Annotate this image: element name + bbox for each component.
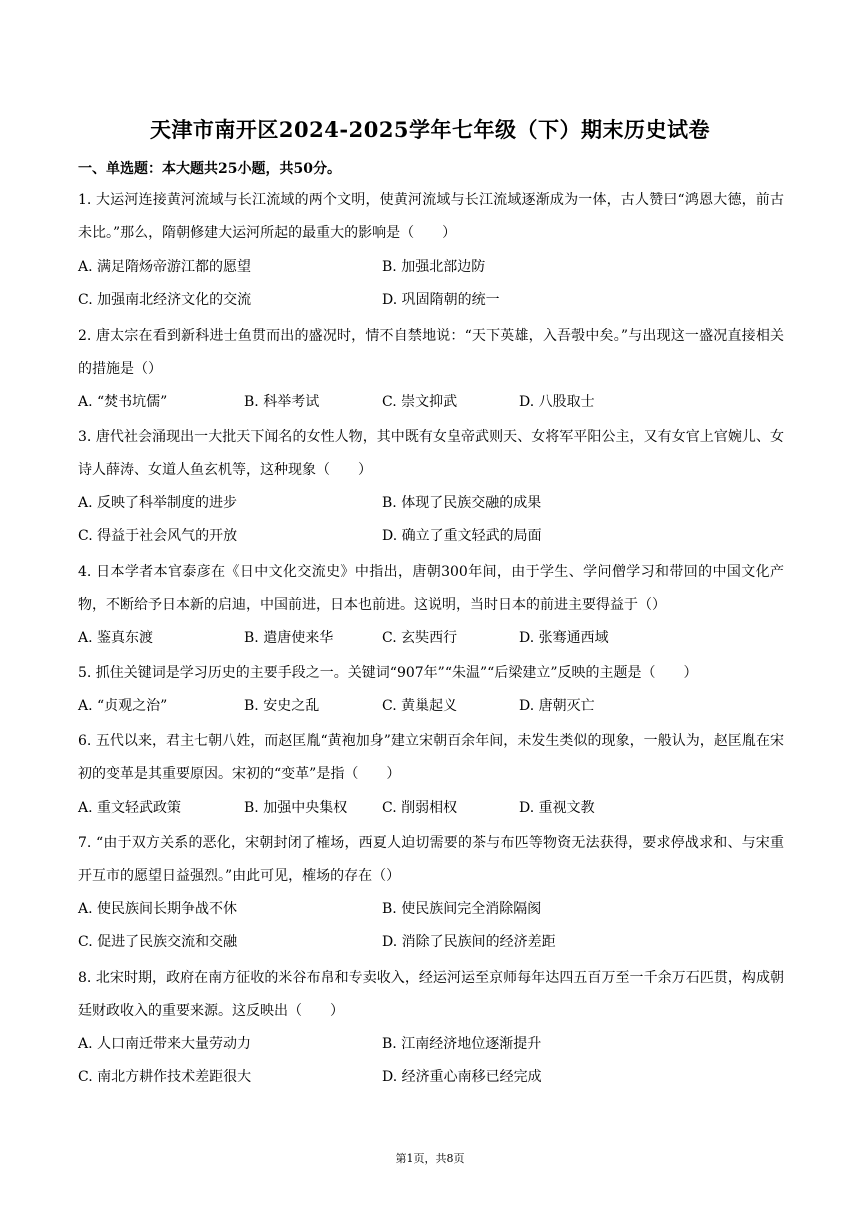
option-a: A. 重文轻武政策 <box>78 800 182 816</box>
option-a: A. 使民族间长期争战不休 <box>78 901 238 917</box>
option-d: D. 重视文教 <box>519 800 595 816</box>
option-row <box>78 690 784 723</box>
option-row <box>78 792 784 825</box>
option-c: C. 黄巢起义 <box>382 698 458 714</box>
page-title: 天津市南开区2024-2025学年七年级（下）期末历史试卷 <box>149 117 711 142</box>
option-a: A. “焚书坑儒” <box>78 394 168 410</box>
question-stem: 6. 五代以来，君主七朝八姓，而赵匡胤“黄袍加身”建立宋朝百余年间，未发生类似的现象，一般认为，赵匡胤在宋初的变革是其重要原因。宋初的“变革”是指（ ） <box>78 733 784 782</box>
option-b: B. 遣唐使来华 <box>244 630 334 646</box>
option-row <box>78 487 784 520</box>
page-footer: 第1页，共8页 <box>395 1152 465 1165</box>
option-b: B. 使民族间完全消除隔阂 <box>382 901 542 917</box>
option-a: A. 鉴真东渡 <box>78 630 154 646</box>
question-stem: 8. 北宋时期，政府在南方征收的米谷布帛和专卖收入，经运河运至京师每年达四五百万至一千余万石匹贯，构成朝廷财政收入的重要来源。这反映出（ ） <box>78 970 784 1019</box>
option-d: D. 唐朝灭亡 <box>519 698 595 714</box>
question-stem: 5. 抓住关键词是学习历史的主要手段之一。关键词“907年”“朱温”“后梁建立”反映的主题是（ ） <box>78 665 698 681</box>
option-c: C. 促进了民族交流和交融 <box>78 934 238 950</box>
option-a: A. 人口南迁带来大量劳动力 <box>78 1036 252 1052</box>
option-d: D. 消除了民族间的经济差距 <box>382 934 556 950</box>
question-stem: 2. 唐太宗在看到新科进士鱼贯而出的盛况时，情不自禁地说：“天下英雄，入吾彀中矣。”与出现这一盛况直接相关的措施是（） <box>78 328 784 377</box>
option-a: A. 反映了科举制度的进步 <box>78 495 238 511</box>
option-row <box>78 520 784 553</box>
option-c: C. 加强南北经济文化的交流 <box>78 292 252 308</box>
option-b: B. 加强北部边防 <box>382 259 486 275</box>
option-c: C. 南北方耕作技术差距很大 <box>78 1069 252 1085</box>
option-c: C. 得益于社会风气的开放 <box>78 528 238 544</box>
option-a: A. 满足隋炀帝游江都的愿望 <box>78 259 252 275</box>
option-b: B. 科举考试 <box>244 394 320 410</box>
option-row <box>78 893 784 926</box>
question-stem: 1. 大运河连接黄河流域与长江流域的两个文明，使黄河流域与长江流域逐渐成为一体，古人赞曰“鸿恩大德，前古未比。”那么，隋朝修建大运河所起的最重大的影响是（ ） <box>78 192 784 241</box>
option-b: B. 体现了民族交融的成果 <box>382 495 542 511</box>
option-a: A. “贞观之治” <box>78 698 168 714</box>
option-d: D. 经济重心南移已经完成 <box>382 1069 542 1085</box>
option-b: B. 安史之乱 <box>244 698 320 714</box>
option-d: D. 巩固隋朝的统一 <box>382 292 500 308</box>
question-stem: 4. 日本学者本官泰彦在《日中文化交流史》中指出，唐朝300年间，由于学生、学问僧学习和带回的中国文化产物，不断给予日本新的启迪，中国前进，日本也前进。这说明，当时日本的前进主要得益于（） <box>78 564 784 613</box>
option-row <box>78 926 784 959</box>
option-c: C. 削弱相权 <box>382 800 458 816</box>
option-d: D. 八股取士 <box>519 394 595 410</box>
option-b: B. 江南经济地位逐渐提升 <box>382 1036 542 1052</box>
option-c: C. 玄奘西行 <box>382 630 458 646</box>
question-stem: 7. “由于双方关系的恶化，宋朝封闭了榷场，西夏人迫切需要的茶与布匹等物资无法获得，要求停战求和、与宋重开互市的愿望日益强烈。”由此可见，榷场的存在（） <box>78 835 784 884</box>
option-row <box>78 284 784 317</box>
option-d: D. 确立了重文轻武的局面 <box>382 528 542 544</box>
option-row <box>78 386 784 419</box>
section-heading: 一、单选题：本大题共25小题，共50分。 <box>78 161 341 177</box>
question-stem: 3. 唐代社会涌现出一大批天下闻名的女性人物，其中既有女皇帝武则天、女将军平阳公主，又有女官上官婉儿、女诗人薛涛、女道人鱼玄机等，这种现象（ ） <box>78 429 784 478</box>
option-row <box>78 622 784 655</box>
option-d: D. 张骞通西域 <box>519 630 609 646</box>
option-row <box>78 251 784 284</box>
option-row <box>78 1061 784 1094</box>
option-c: C. 崇文抑武 <box>382 394 458 410</box>
option-row <box>78 1028 784 1061</box>
option-b: B. 加强中央集权 <box>244 800 348 816</box>
